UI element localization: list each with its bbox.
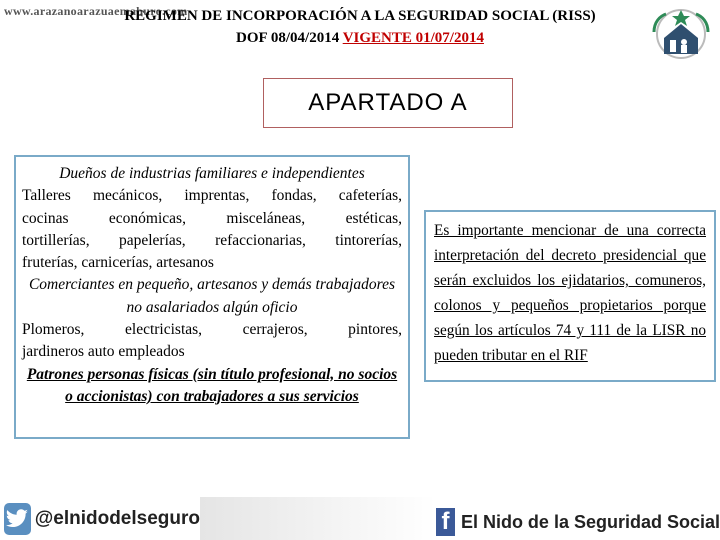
apartado-label: APARTADO A xyxy=(263,78,513,128)
facebook-footer xyxy=(436,504,720,540)
list-line: cocinas económicas, misceláneas, estéticas, xyxy=(22,209,402,227)
heading-employers: Patrones personas físicas (sin título profesional, no socios o accionistas) con trabajadores a sus servicios xyxy=(26,365,398,405)
heading-family-industries: Dueños de industrias familiares e independientes xyxy=(59,165,365,182)
list-line: fruterías, carnicerías, artesanos xyxy=(22,254,214,272)
list-line: Talleres mecánicos, imprentas, fondas, cafeterías, xyxy=(22,187,402,205)
facebook-f-icon: f xyxy=(436,508,455,536)
twitter-handle[interactable]: @elnidodelseguro xyxy=(34,507,200,529)
exclusion-note-box: Es importante mencionar de una correcta interpretación del decreto presidencial que serán excluidos los ejidatarios, comuneros, colonos y pequeños propietarios porque según los artículos 74 y 111 de la LISR no pueden tributar en el RIF xyxy=(424,210,716,382)
list-line: jardineros auto empleados xyxy=(22,343,185,361)
vigente-date: VIGENTE 01/07/2014 xyxy=(342,30,484,46)
footer-divider xyxy=(200,497,436,540)
twitter-footer xyxy=(0,497,200,540)
watermark-url: www.arazanoarazuaemaburo.com xyxy=(4,4,188,18)
page-subtitle xyxy=(60,30,660,47)
list-line: tortillerías, papelerías, refaccionarias, tintorerías, xyxy=(22,231,402,249)
twitter-bird-icon xyxy=(4,503,31,535)
facebook-page-name[interactable]: El Nido de la Seguridad Social xyxy=(460,511,720,532)
list-line: Plomeros, electricistas, cerrajeros, pintores, xyxy=(22,321,402,339)
family-shield-logo-icon xyxy=(650,4,712,60)
eligible-list-box xyxy=(14,155,410,439)
dof-date: DOF 08/04/2014 xyxy=(236,30,343,46)
page-title: REGIMEN DE INCORPORACIÓN A LA SEGURIDAD SOCIAL (RISS) xyxy=(124,8,596,24)
heading-small-merchants: Comerciantes en pequeño, artesanos y demás trabajadores no asalariados algún oficio xyxy=(28,276,396,316)
